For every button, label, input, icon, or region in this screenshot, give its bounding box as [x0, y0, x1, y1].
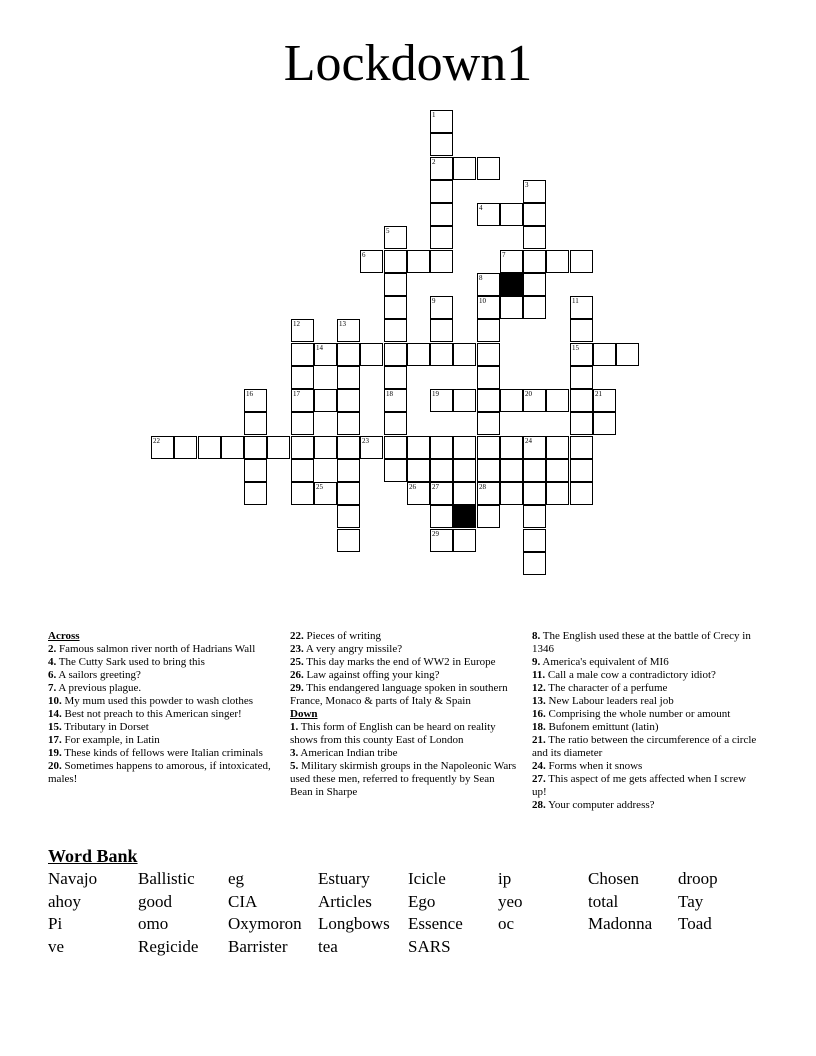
- clue-number: 11.: [532, 669, 546, 681]
- grid-cell[interactable]: [523, 203, 546, 226]
- down-clue: [532, 630, 760, 656]
- black-cell: [500, 273, 523, 296]
- cell-number: 8: [479, 274, 483, 282]
- grid-cell[interactable]: [407, 459, 430, 482]
- clue-text: These kinds of fellows were Italian criminals: [61, 747, 263, 759]
- grid-cell[interactable]: [453, 459, 476, 482]
- clue-text: American Indian tribe: [298, 747, 398, 759]
- grid-cell[interactable]: [291, 366, 314, 389]
- clue-number: 18.: [532, 721, 546, 733]
- word-bank-item: Chosen: [588, 869, 639, 888]
- grid-cell[interactable]: [430, 110, 453, 133]
- clue-text: My mum used this powder to wash clothes: [61, 695, 254, 707]
- across-clue: [48, 721, 276, 734]
- clue-text: Tributary in Dorset: [61, 721, 149, 733]
- grid-cell[interactable]: [523, 389, 546, 412]
- down-clue: [532, 669, 760, 682]
- grid-cell[interactable]: [593, 389, 616, 412]
- down-clues-b: [532, 630, 760, 812]
- grid-cell[interactable]: [500, 296, 523, 319]
- cell-number: 15: [572, 344, 579, 352]
- clue-column-3: [532, 630, 760, 812]
- clue-text: Famous salmon river north of Hadrians Wall: [56, 643, 256, 655]
- word-bank-item: Ballistic: [138, 869, 195, 888]
- clue-text: The ratio between the circumference of a circle and its diameter: [532, 734, 757, 759]
- grid-cell[interactable]: [384, 296, 407, 319]
- cell-number: 13: [339, 320, 346, 328]
- clue-text: New Labour leaders real job: [545, 695, 674, 707]
- grid-cell[interactable]: [570, 459, 593, 482]
- cell-number: 1: [432, 111, 436, 119]
- cell-number: 26: [409, 483, 416, 491]
- grid-cell[interactable]: [500, 203, 523, 226]
- grid-cell[interactable]: [360, 250, 383, 273]
- word-bank-item: CIA: [228, 891, 258, 911]
- grid-cell[interactable]: [523, 296, 546, 319]
- word-bank-item: droop: [678, 869, 718, 888]
- grid-cell[interactable]: [337, 366, 360, 389]
- grid-cell[interactable]: [523, 529, 546, 552]
- clue-text: A previous plague.: [56, 682, 142, 694]
- grid-cell[interactable]: [500, 389, 523, 412]
- grid-cell[interactable]: [430, 529, 453, 552]
- cell-number: 20: [525, 390, 532, 398]
- grid-cell[interactable]: [407, 436, 430, 459]
- grid-cell[interactable]: [477, 482, 500, 505]
- clue-number: 27.: [532, 773, 546, 785]
- grid-cell[interactable]: [523, 180, 546, 203]
- down-clue: [532, 734, 760, 760]
- clue-text: This form of English can be heard on reality shows from this county East of London: [290, 721, 496, 746]
- grid-cell[interactable]: [546, 250, 569, 273]
- cell-number: 6: [362, 251, 366, 259]
- word-bank-item: Estuary: [318, 869, 370, 888]
- grid-cell[interactable]: [314, 482, 337, 505]
- grid-cell[interactable]: [267, 436, 290, 459]
- grid-cell[interactable]: [430, 343, 453, 366]
- cell-number: 9: [432, 297, 436, 305]
- grid-cell[interactable]: [384, 319, 407, 342]
- cell-number: 29: [432, 530, 439, 538]
- grid-cell[interactable]: [384, 412, 407, 435]
- cell-number: 14: [316, 344, 323, 352]
- grid-cell[interactable]: [500, 459, 523, 482]
- clue-text: This day marks the end of WW2 in Europe: [303, 656, 496, 668]
- grid-cell[interactable]: [244, 389, 267, 412]
- grid-cell[interactable]: [430, 180, 453, 203]
- cell-number: 12: [293, 320, 300, 328]
- grid-cell[interactable]: [570, 343, 593, 366]
- clue-number: 8.: [532, 630, 541, 642]
- word-bank-item: eg: [228, 869, 245, 888]
- grid-cell[interactable]: [198, 436, 221, 459]
- grid-cell[interactable]: [384, 250, 407, 273]
- down-clue: [290, 747, 518, 760]
- clue-number: 4.: [48, 656, 57, 668]
- grid-cell[interactable]: [593, 343, 616, 366]
- grid-cell[interactable]: [337, 343, 360, 366]
- word-bank-item: Oxymoron: [228, 914, 302, 934]
- word-bank-item: yeo: [498, 891, 523, 911]
- word-bank-item: Longbows: [318, 914, 390, 934]
- word-bank-item: Pi: [48, 914, 63, 934]
- puzzle-title: Lockdown1: [283, 35, 533, 92]
- across-clues-a: [48, 643, 276, 786]
- grid-cell[interactable]: [314, 436, 337, 459]
- clue-text: This endangered language spoken in southern France, Monaco & parts of Italy & Spain: [290, 682, 508, 707]
- clue-number: 1.: [290, 721, 299, 733]
- clue-number: 2.: [48, 643, 57, 655]
- clue-number: 16.: [532, 708, 546, 720]
- grid-cell[interactable]: [384, 226, 407, 249]
- grid-cell[interactable]: [477, 157, 500, 180]
- cell-number: 24: [525, 437, 532, 445]
- clue-number: 14.: [48, 708, 62, 720]
- clue-number: 13.: [532, 695, 546, 707]
- grid-cell[interactable]: [314, 343, 337, 366]
- grid-cell[interactable]: [570, 319, 593, 342]
- grid-cell[interactable]: [244, 482, 267, 505]
- down-clues-a: [290, 721, 518, 799]
- cell-number: 28: [479, 483, 486, 491]
- word-bank-item: ip: [498, 869, 512, 888]
- grid-cell[interactable]: [337, 505, 360, 528]
- word-bank-item: Barrister: [228, 936, 288, 956]
- word-bank-item: SARS: [408, 936, 451, 956]
- word-bank-heading: Word Bank: [48, 846, 138, 866]
- grid-cell[interactable]: [546, 459, 569, 482]
- grid-cell[interactable]: [384, 366, 407, 389]
- grid-cell[interactable]: [337, 412, 360, 435]
- grid-cell[interactable]: [570, 412, 593, 435]
- cell-number: 23: [362, 437, 369, 445]
- grid-cell[interactable]: [570, 436, 593, 459]
- down-clue: [532, 708, 760, 721]
- grid-cell[interactable]: [523, 436, 546, 459]
- cell-number: 17: [293, 390, 300, 398]
- grid-cell[interactable]: [291, 482, 314, 505]
- across-clue: [48, 747, 276, 760]
- grid-cell[interactable]: [500, 482, 523, 505]
- clue-text: Sometimes happens to amorous, if intoxicated, males!: [48, 760, 271, 785]
- clue-text: Forms when it snows: [545, 760, 643, 772]
- grid-cell[interactable]: [384, 459, 407, 482]
- grid-cell[interactable]: [430, 203, 453, 226]
- clue-number: 23.: [290, 643, 304, 655]
- grid-cell[interactable]: [500, 250, 523, 273]
- clue-number: 22.: [290, 630, 304, 642]
- grid-cell[interactable]: [477, 296, 500, 319]
- grid-cell[interactable]: [430, 505, 453, 528]
- word-bank-item: ahoy: [48, 891, 82, 911]
- word-bank-item: total: [588, 891, 619, 911]
- clue-text: This aspect of me gets affected when I screw up!: [532, 773, 747, 798]
- down-heading: Down: [290, 708, 318, 720]
- grid-cell[interactable]: [360, 343, 383, 366]
- grid-cell[interactable]: [337, 319, 360, 342]
- cell-number: 11: [572, 297, 579, 305]
- grid-cell[interactable]: [291, 412, 314, 435]
- grid-cell[interactable]: [430, 389, 453, 412]
- grid-cell[interactable]: [151, 436, 174, 459]
- word-bank-item: Articles: [318, 891, 372, 911]
- clue-text: The English used these at the battle of Crecy in 1346: [532, 630, 751, 655]
- across-clue: [290, 682, 518, 708]
- grid-cell[interactable]: [453, 389, 476, 412]
- grid-cell[interactable]: [477, 459, 500, 482]
- grid-cell[interactable]: [430, 319, 453, 342]
- word-bank-item: Essence: [408, 914, 463, 934]
- grid-cell[interactable]: [430, 459, 453, 482]
- grid-cell[interactable]: [477, 319, 500, 342]
- grid-cell[interactable]: [477, 273, 500, 296]
- black-cell: [453, 505, 476, 528]
- clue-text: Law against offing your king?: [303, 669, 440, 681]
- grid-cell[interactable]: [291, 343, 314, 366]
- grid-cell[interactable]: [570, 366, 593, 389]
- word-bank-item: Regicide: [138, 936, 199, 956]
- clue-text: Your computer address?: [545, 799, 655, 811]
- down-clue: [532, 682, 760, 695]
- across-clue: [48, 669, 276, 682]
- grid-cell[interactable]: [616, 343, 639, 366]
- clue-text: A sailors greeting?: [56, 669, 141, 681]
- across-clue: [290, 630, 518, 643]
- grid-cell[interactable]: [221, 436, 244, 459]
- cell-number: 5: [386, 227, 390, 235]
- word-bank-item: oc: [498, 914, 515, 934]
- grid-cell[interactable]: [430, 226, 453, 249]
- clue-number: 3.: [290, 747, 299, 759]
- across-clue: [48, 643, 276, 656]
- grid-cell[interactable]: [523, 226, 546, 249]
- grid-cell[interactable]: [384, 389, 407, 412]
- word-bank-item: good: [138, 891, 172, 911]
- clue-text: Bufonem emittunt (latin): [545, 721, 659, 733]
- cell-number: 22: [153, 437, 160, 445]
- grid-cell[interactable]: [523, 482, 546, 505]
- grid-cell[interactable]: [453, 343, 476, 366]
- clue-text: Best not preach to this American singer!: [61, 708, 242, 720]
- across-clue: [48, 708, 276, 721]
- down-clue: [290, 760, 518, 799]
- grid-cell[interactable]: [593, 412, 616, 435]
- clue-text: For example, in Latin: [61, 734, 160, 746]
- grid-cell[interactable]: [477, 203, 500, 226]
- across-clue: [290, 656, 518, 669]
- grid-cell[interactable]: [430, 157, 453, 180]
- grid-cell[interactable]: [523, 273, 546, 296]
- clue-number: 7.: [48, 682, 57, 694]
- cell-number: 18: [386, 390, 393, 398]
- grid-cell[interactable]: [523, 459, 546, 482]
- cell-number: 19: [432, 390, 439, 398]
- grid-cell[interactable]: [570, 250, 593, 273]
- grid-cell[interactable]: [314, 389, 337, 412]
- cell-number: 7: [502, 251, 506, 259]
- clue-number: 24.: [532, 760, 546, 772]
- across-clue: [48, 760, 276, 786]
- clue-column-1: [48, 630, 276, 786]
- clue-text: Pieces of writing: [303, 630, 382, 642]
- clue-number: 25.: [290, 656, 304, 668]
- clue-number: 21.: [532, 734, 546, 746]
- word-bank-item: Toad: [678, 914, 712, 934]
- grid-cell[interactable]: [430, 133, 453, 156]
- clue-number: 9.: [532, 656, 541, 668]
- word-bank: [48, 868, 768, 958]
- word-bank-item: Tay: [678, 891, 704, 911]
- grid-cell[interactable]: [546, 482, 569, 505]
- across-clue: [48, 695, 276, 708]
- grid-cell[interactable]: [453, 529, 476, 552]
- grid-cell[interactable]: [570, 389, 593, 412]
- down-clue: [290, 721, 518, 747]
- word-bank-item: Madonna: [588, 914, 653, 934]
- clue-number: 29.: [290, 682, 304, 694]
- grid-cell[interactable]: [244, 459, 267, 482]
- grid-cell[interactable]: [477, 412, 500, 435]
- cell-number: 27: [432, 483, 439, 491]
- down-clue: [532, 695, 760, 708]
- clue-number: 15.: [48, 721, 62, 733]
- down-clue: [532, 799, 760, 812]
- clue-text: The character of a perfume: [545, 682, 668, 694]
- across-clue: [290, 669, 518, 682]
- clue-text: America's equivalent of MI6: [540, 656, 669, 668]
- grid-cell[interactable]: [337, 389, 360, 412]
- down-clue: [532, 773, 760, 799]
- across-clue: [48, 682, 276, 695]
- grid-cell[interactable]: [337, 436, 360, 459]
- grid-cell[interactable]: [174, 436, 197, 459]
- grid-cell[interactable]: [500, 436, 523, 459]
- grid-cell[interactable]: [291, 389, 314, 412]
- grid-cell[interactable]: [453, 157, 476, 180]
- grid-cell[interactable]: [477, 343, 500, 366]
- clue-text: Call a male cow a contradictory idiot?: [545, 669, 716, 681]
- across-clues-b: [290, 630, 518, 708]
- grid-cell[interactable]: [430, 482, 453, 505]
- grid-cell[interactable]: [407, 482, 430, 505]
- word-bank-item: Ego: [408, 891, 436, 911]
- clue-number: 5.: [290, 760, 299, 772]
- grid-cell[interactable]: [337, 482, 360, 505]
- grid-cell[interactable]: [337, 529, 360, 552]
- word-bank-item: ve: [48, 936, 65, 956]
- grid-cell[interactable]: [291, 436, 314, 459]
- cell-number: 25: [316, 483, 323, 491]
- down-clue: [532, 721, 760, 734]
- grid-cell[interactable]: [291, 459, 314, 482]
- clue-number: 12.: [532, 682, 546, 694]
- across-clue: [290, 643, 518, 656]
- clue-number: 19.: [48, 747, 62, 759]
- clue-text: Comprising the whole number or amount: [545, 708, 731, 720]
- grid-cell[interactable]: [384, 343, 407, 366]
- grid-cell[interactable]: [360, 436, 383, 459]
- grid-cell[interactable]: [477, 389, 500, 412]
- grid-cell[interactable]: [244, 412, 267, 435]
- grid-cell[interactable]: [523, 505, 546, 528]
- clue-number: 28.: [532, 799, 546, 811]
- cell-number: 4: [479, 204, 483, 212]
- grid-cell[interactable]: [453, 436, 476, 459]
- clue-number: 20.: [48, 760, 62, 772]
- clue-number: 26.: [290, 669, 304, 681]
- across-heading: Across: [48, 630, 80, 642]
- clue-text: Military skirmish groups in the Napoleonic Wars used these men, referred to frequently by Sean Bean in Sharpe: [290, 760, 517, 798]
- cell-number: 16: [246, 390, 253, 398]
- grid-cell[interactable]: [546, 436, 569, 459]
- grid-cell[interactable]: [546, 389, 569, 412]
- clue-text: The Cutty Sark used to bring this: [56, 656, 205, 668]
- across-clue: [48, 734, 276, 747]
- grid-cell[interactable]: [570, 482, 593, 505]
- grid-cell[interactable]: [477, 366, 500, 389]
- grid-cell[interactable]: [430, 296, 453, 319]
- grid-cell[interactable]: [337, 459, 360, 482]
- grid-cell[interactable]: [430, 436, 453, 459]
- grid-cell[interactable]: [477, 436, 500, 459]
- grid-cell[interactable]: [523, 552, 546, 575]
- clue-number: 17.: [48, 734, 62, 746]
- grid-cell[interactable]: [570, 296, 593, 319]
- grid-cell[interactable]: [407, 343, 430, 366]
- clue-number: 6.: [48, 669, 57, 681]
- cell-number: 2: [432, 158, 436, 166]
- cell-number: 3: [525, 181, 529, 189]
- grid-cell[interactable]: [523, 250, 546, 273]
- grid-cell[interactable]: [477, 505, 500, 528]
- grid-cell[interactable]: [453, 482, 476, 505]
- grid-cell[interactable]: [244, 436, 267, 459]
- grid-cell[interactable]: [384, 273, 407, 296]
- word-bank-item: tea: [318, 936, 338, 956]
- cell-number: 10: [479, 297, 486, 305]
- word-bank-item: Icicle: [408, 869, 446, 888]
- cell-number: 21: [595, 390, 602, 398]
- word-bank-item: Navajo: [48, 869, 98, 888]
- down-clue: [532, 656, 760, 669]
- grid-cell[interactable]: [430, 250, 453, 273]
- down-clue: [532, 760, 760, 773]
- across-clue: [48, 656, 276, 669]
- grid-cell[interactable]: [384, 436, 407, 459]
- clue-column-2: [290, 630, 518, 799]
- grid-cell[interactable]: [291, 319, 314, 342]
- grid-cell[interactable]: [407, 250, 430, 273]
- word-bank-item: omo: [138, 914, 169, 934]
- clue-text: A very angry missile?: [303, 643, 403, 655]
- clue-number: 10.: [48, 695, 62, 707]
